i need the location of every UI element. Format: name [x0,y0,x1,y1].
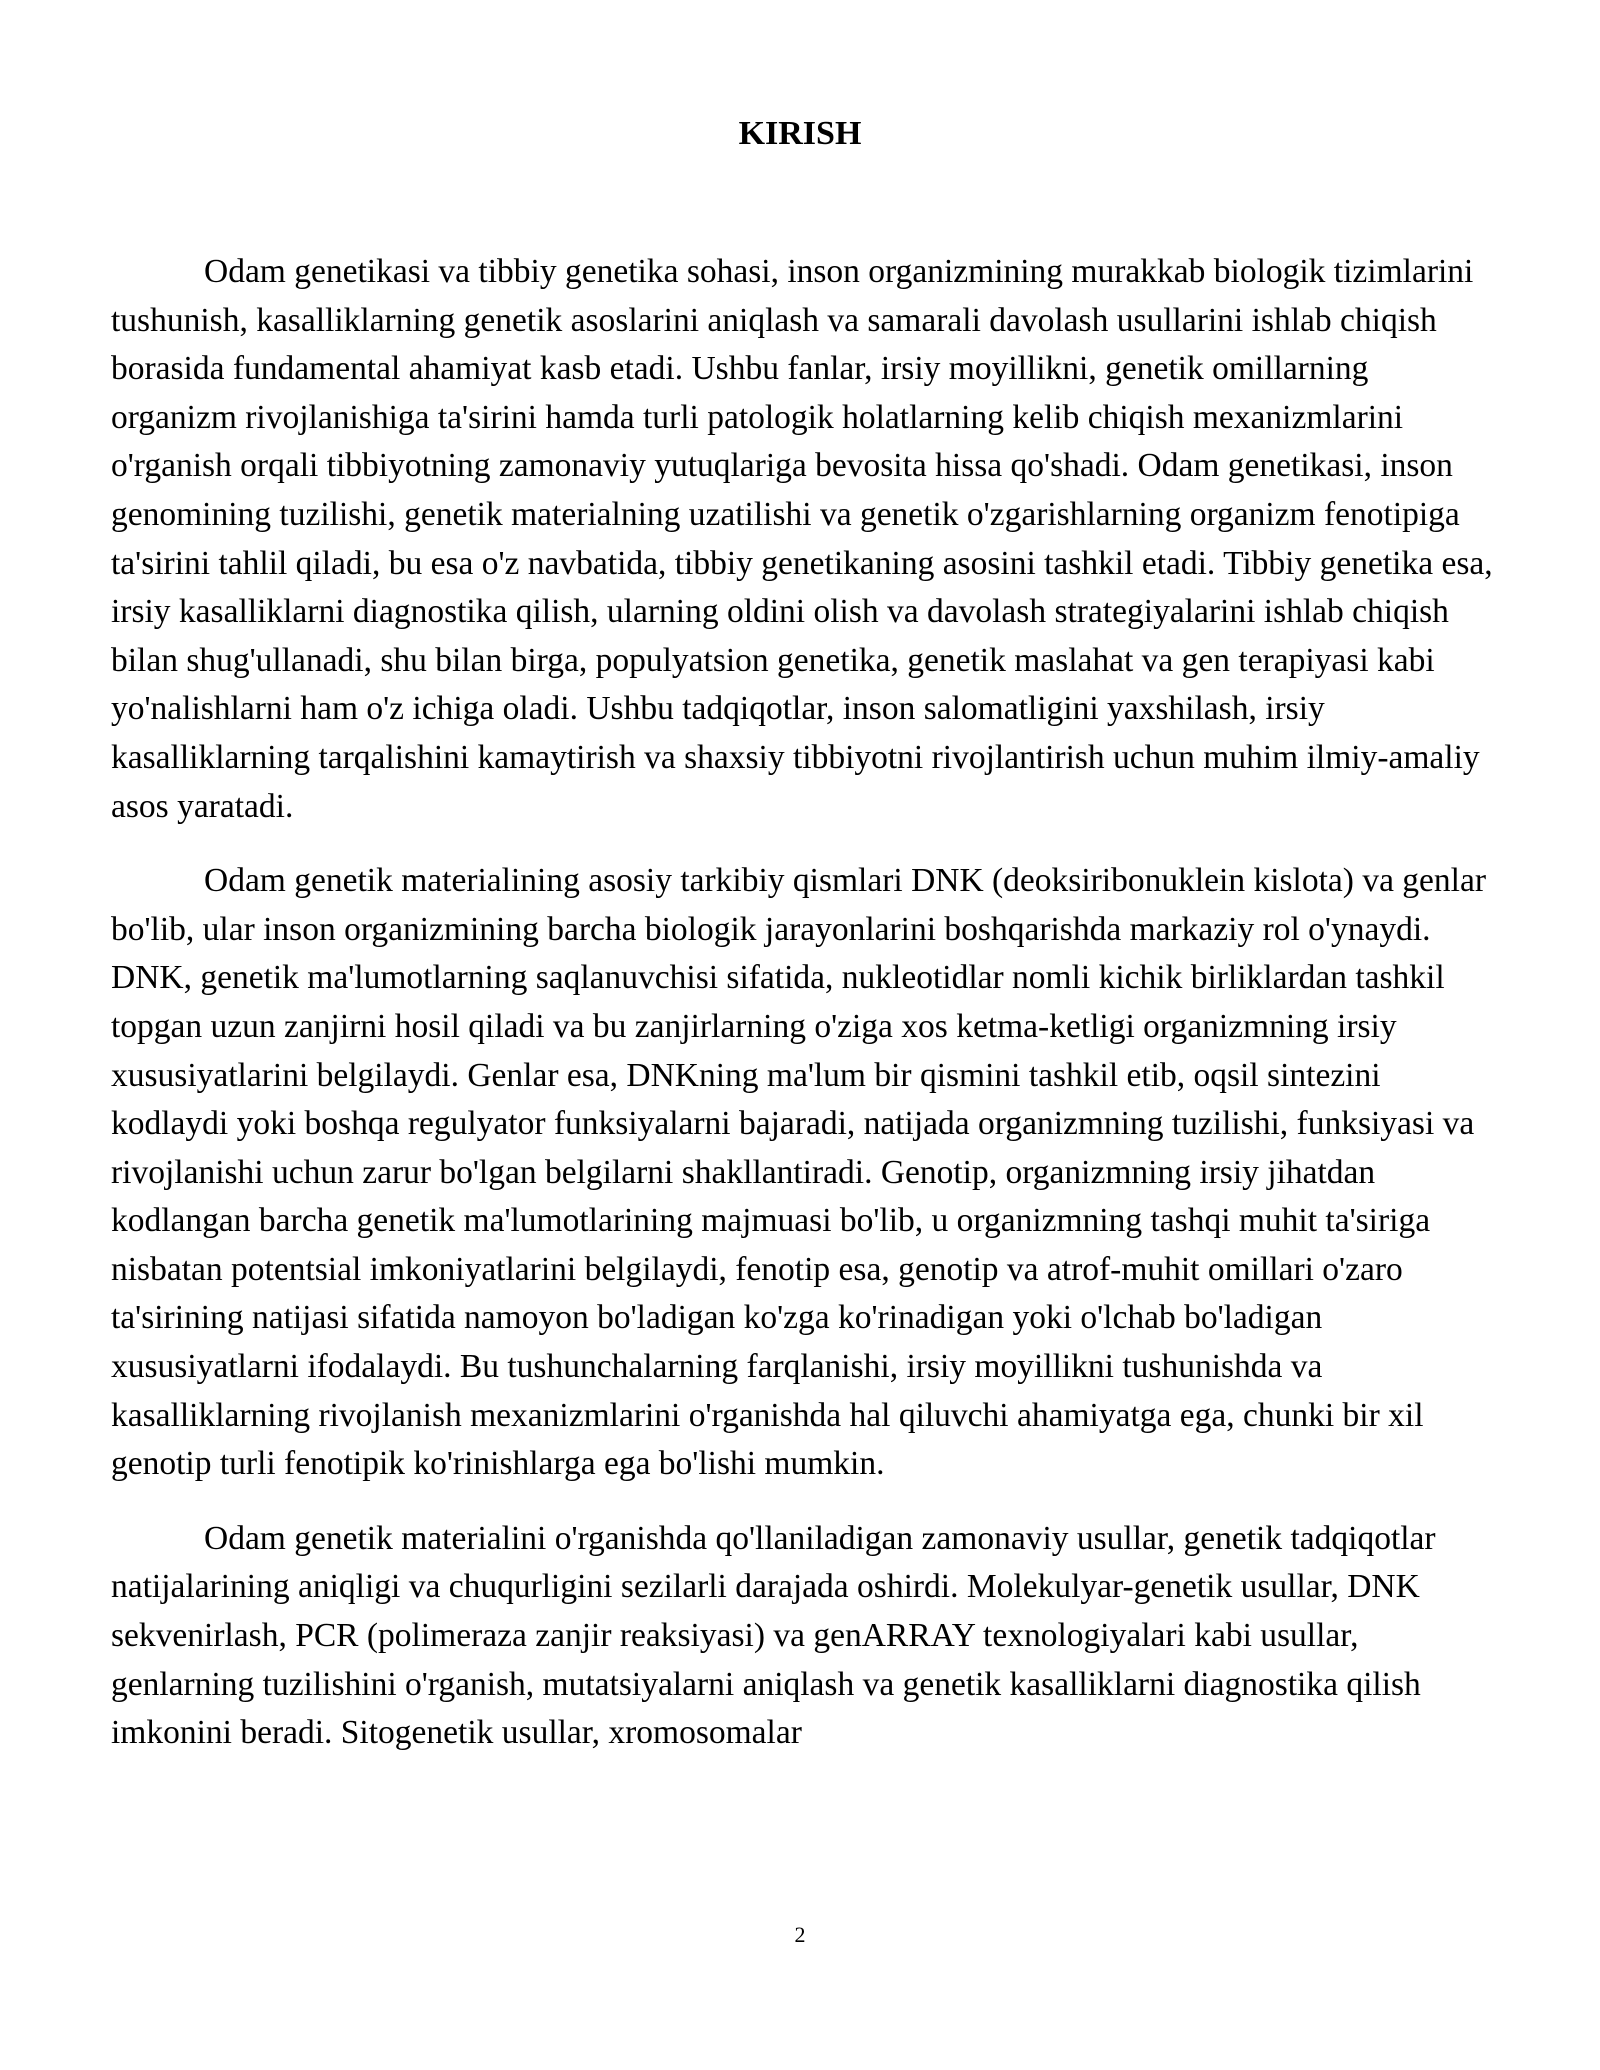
document-body [111,248,1498,1784]
paragraph: Odam genetik materialining asosiy tarkibiy qismlari DNK (deoksiribonuklein kislota) va genlar bo'lib, ular inson organizmining barcha biologik jarayonlarini boshqarishda markaziy rol o'ynaydi. DNK, genetik ma'lumotlarning saqlanuvchisi sifatida, nukleotidlar nomli kichik birliklardan tashkil topgan uzun zanjirni hosil qiladi va bu zanjirlarning o'ziga xos ketma-ketligi organizmning irsiy xususiyatlarini belgilaydi. Genlar esa, DNKning ma'lum bir qismini tashkil etib, oqsil sintezini kodlaydi yoki boshqa regulyator funksiyalarni bajaradi, natijada organizmning tuzilishi, funksiyasi va rivojlanishi uchun zarur bo'lgan belgilarni shakllantiradi. Genotip, organizmning irsiy jihatdan kodlangan barcha genetik ma'lumotlarining majmuasi bo'lib, u organizmning tashqi muhit ta'siriga nisbatan potentsial imkoniyatlarini belgilaydi, fenotip esa, genotip va atrof-muhit omillari o'zaro ta'sirining natijasi sifatida namoyon bo'ladigan ko'zga ko'rinadigan yoki o'lchab bo'ladigan xususiyatlarni ifodalaydi. Bu tushunchalarning farqlanishi, irsiy moyillikni tushunishda va kasalliklarning rivojlanish mexanizmlarini o'rganishda hal qiluvchi ahamiyatga ega, chunki bir xil genotip turli fenotipik ko'rinishlarga ega bo'lishi mumkin. [111,862,1487,1483]
paragraph: Odam genetik materialini o'rganishda qo'llaniladigan zamonaviy usullar, genetik tadqiqotlar natijalarining aniqligi va chuqurligini sezilarli darajada oshirdi. Molekulyar-genetik usullar, DNK sekvenirlash, PCR (polimeraza zanjir reaksiyasi) va genARRAY texnologiyalari kabi usullar, genlarning tuzilishini o'rganish, mutatsiyalarni aniqlash va genetik kasalliklarni diagnostika qilish imkonini beradi. Sitogenetik usullar, xromosomalar [111,1519,1436,1752]
page-title: KIRISH [738,115,862,152]
paragraph: Odam genetikasi va tibbiy genetika sohasi, inson organizmining murakkab biologik tizimlarini tushunish, kasalliklarning genetik asoslarini aniqlash va samarali davolash usullarini ishlab chiqish borasida fundamental ahamiyat kasb etadi. Ushbu fanlar, irsiy moyillikni, genetik omillarning organizm rivojlanishiga ta'sirini hamda turli patologik holatlarning kelib chiqish mexanizmlarini o'rganish orqali tibbiyotning zamonaviy yutuqlariga bevosita hissa qo'shadi. Odam genetikasi, inson genomining tuzilishi, genetik materialning uzatilishi va genetik o'zgarishlarning organizm fenotipiga ta'sirini tahlil qiladi, bu esa o'z navbatida, tibbiy genetikaning asosini tashkil etadi. Tibbiy genetika esa, irsiy kasalliklarni diagnostika qilish, ularning oldini olish va davolash strategiyalarini ishlab chiqish bilan shug'ullanadi, shu bilan birga, populyatsion genetika, genetik maslahat va gen terapiyasi kabi yo'nalishlarni ham o'z ichiga oladi. Ushbu tadqiqotlar, inson salomatligini yaxshilash, irsiy kasalliklarning tarqalishini kamaytirish va shaxsiy tibbiyotni rivojlantirish uchun muhim ilmiy-amaliy asos yaratadi. [111,253,1493,825]
page-number: 2 [794,1922,806,1947]
